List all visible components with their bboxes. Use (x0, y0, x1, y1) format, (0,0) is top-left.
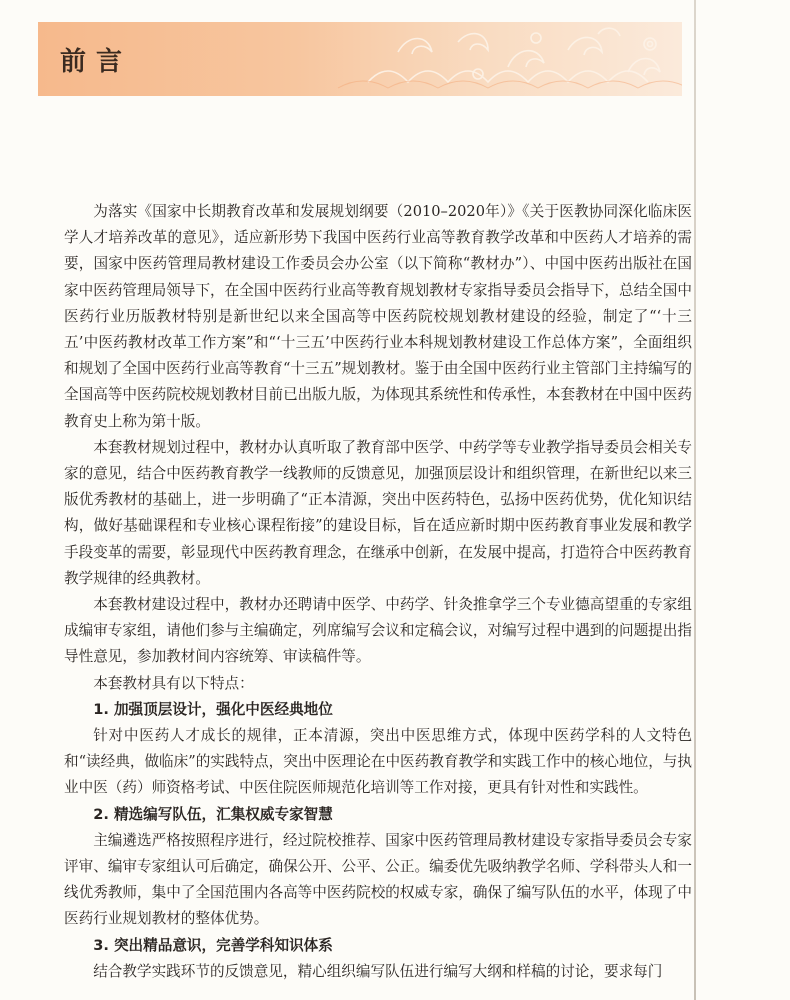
paragraph: 主编遴选严格按照程序进行，经过院校推荐、国家中医药管理局教材建设专家指导委员会专家评审、编审专家组认可后确定，确保公开、公平、公正。编委优先吸纳教学名师、学科带头人和一线优秀教师，集中了全国范围内各高等中医药院校的权威专家，确保了编写队伍的水平，体现了中医药行业规划教材的整体优势。 (64, 831, 692, 928)
paragraph: 本套教材规划过程中，教材办认真听取了教育部中医学、中药学等专业教学指导委员会相关专家的意见，结合中医药教育教学一线教师的反馈意见，加强顶层设计和组织管理，在新世纪以来三版优秀教材的基础上，进一步明确了“正本清源，突出中医药特色，弘扬中医药优势，优化知识结构，做好基础课程和专业核心课程衔接”的建设目标，旨在适应新时期中医药教育事业发展和教学手段变革的需要，彰显现代中医药教育理念，在继承中创新，在发展中提高，打造符合中医药教育教学规律的经典教材。 (64, 438, 692, 587)
page-title: 前言 (60, 47, 133, 77)
paragraph: 结合教学实践环节的反馈意见，精心组织编写队伍进行编写大纲和样稿的讨论，要求每门 (93, 962, 663, 980)
preface-body (64, 199, 692, 985)
section-heading: 2. 精选编写队伍，汇集权威专家智慧 (93, 805, 333, 823)
section-heading: 3. 突出精品意识，完善学科知识体系 (93, 936, 333, 954)
paragraph: 本套教材建设过程中，教材办还聘请中医学、中药学、针灸推拿学三个专业德高望重的专家组成编审专家组，请他们参与主编确定，列席编写会议和定稿会议，对编写过程中遇到的问题提出指导性意见，参加教材间内容统筹、审读稿件等。 (64, 596, 692, 666)
paragraph: 为落实《国家中长期教育改革和发展规划纲要（2010–2020年）》《关于医教协同深化临床医学人才培养改革的意见》，适应新形势下我国中医药行业高等教育教学改革和中医药人才培养的需要，国家中医药管理局教材建设工作委员会办公室（以下简称“教材办”）、中国中医药出版社在国家中医药管理局领导下，在全国中医药行业高等教育规划教材专家指导委员会指导下，总结全国中医药行业历版教材特别是新世纪以来全国高等中医药院校规划教材建设的经验，制定了“‘十三五’中医药教材改革工作方案”和“‘十三五’中医药行业本科规划教材建设工作总体方案”，全面组织和规划了全国中医药行业高等教育“十三五”规划教材。鉴于由全国中医药行业主管部门主持编写的全国高等中医药院校规划教材目前已出版九版，为体现其系统性和传承性，本套教材在中国中医药教育史上称为第十版。 (64, 203, 692, 430)
paragraph: 本套教材具有以下特点： (93, 674, 254, 692)
header-banner (38, 22, 682, 96)
section-heading: 1. 加强顶层设计，强化中医经典地位 (93, 700, 333, 718)
page-edge (694, 0, 696, 1000)
wave-pattern (38, 22, 682, 96)
paragraph: 针对中医药人才成长的规律，正本清源，突出中医思维方式，体现中医药学科的人文特色和“读经典，做临床”的实践特点，突出中医理论在中医药教育教学和实践工作中的核心地位，与执业中医（药）师资格考试、中医住院医师规范化培训等工作对接，更具有针对性和实践性。 (64, 727, 692, 797)
